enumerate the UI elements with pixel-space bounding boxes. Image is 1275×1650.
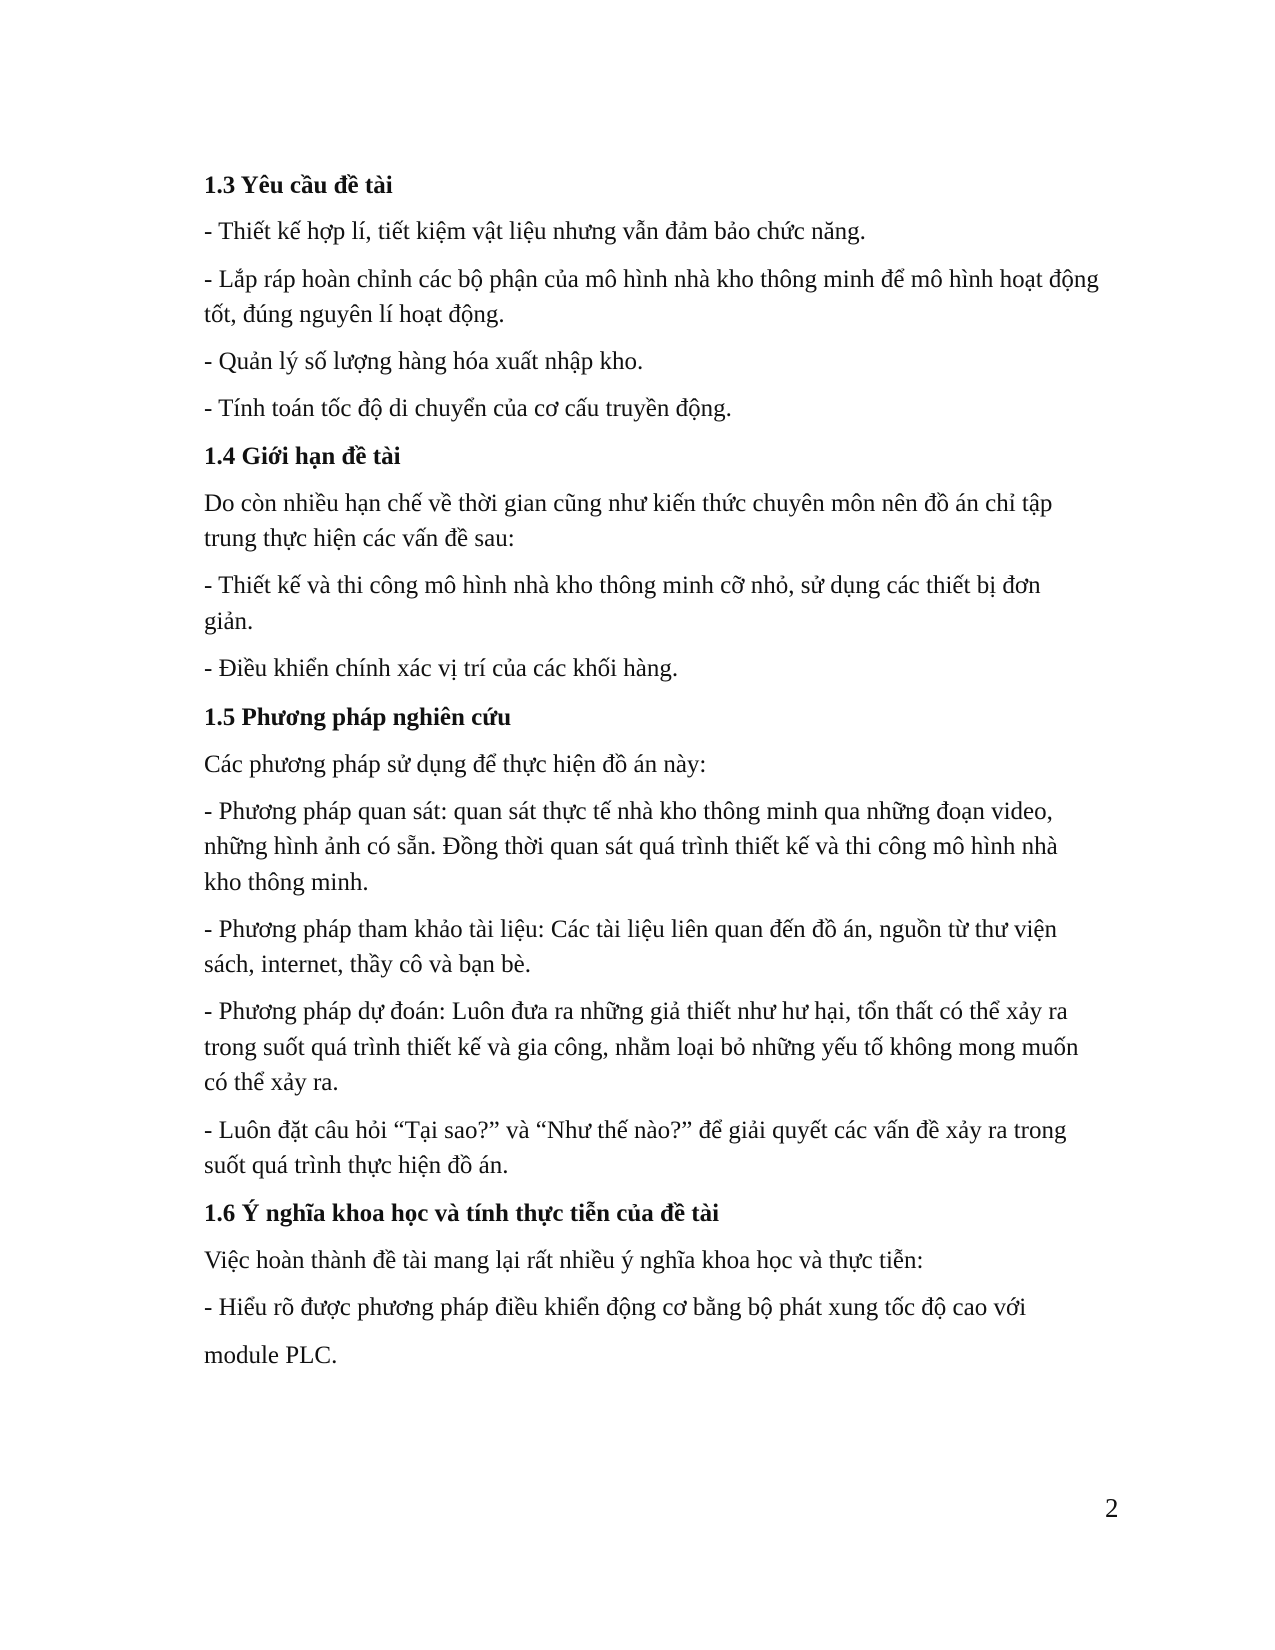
- body-line: kho thông minh.: [204, 869, 369, 896]
- body-line: giản.: [204, 608, 254, 635]
- body-line: Các phương pháp sử dụng để thực hiện đồ án này:: [204, 751, 707, 778]
- body-line: suốt quá trình thực hiện đồ án.: [204, 1152, 509, 1179]
- section-heading-1-5: 1.5 Phương pháp nghiên cứu: [204, 704, 512, 731]
- body-line: có thể xảy ra.: [204, 1069, 339, 1096]
- body-line: - Hiểu rõ được phương pháp điều khiển động cơ bằng bộ phát xung tốc độ cao với: [204, 1294, 1027, 1321]
- body-line: Do còn nhiều hạn chế về thời gian cũng như kiến thức chuyên môn nên đồ án chỉ tập: [204, 490, 1053, 517]
- body-line: module PLC.: [204, 1342, 338, 1369]
- page-number: 2: [1105, 1493, 1119, 1523]
- body-line: trong suốt quá trình thiết kế và gia công, nhằm loại bỏ những yếu tố không mong muốn: [204, 1034, 1079, 1061]
- body-line: Việc hoàn thành đề tài mang lại rất nhiều ý nghĩa khoa học và thực tiễn:: [204, 1247, 924, 1274]
- document-page: [204, 0, 1150, 1650]
- body-line: - Điều khiển chính xác vị trí của các khối hàng.: [204, 655, 679, 682]
- body-line: - Phương pháp tham khảo tài liệu: Các tài liệu liên quan đến đồ án, nguồn từ thư viện: [204, 916, 1058, 943]
- body-line: - Quản lý số lượng hàng hóa xuất nhập kho.: [204, 348, 644, 375]
- body-line: tốt, đúng nguyên lí hoạt động.: [204, 301, 505, 328]
- body-line: - Thiết kế hợp lí, tiết kiệm vật liệu nhưng vẫn đảm bảo chức năng.: [204, 218, 866, 245]
- body-line: trung thực hiện các vấn đề sau:: [204, 525, 515, 552]
- body-line: - Lắp ráp hoàn chỉnh các bộ phận của mô hình nhà kho thông minh để mô hình hoạt động: [204, 266, 1099, 293]
- body-line: sách, internet, thầy cô và bạn bè.: [204, 951, 531, 978]
- body-line: - Phương pháp dự đoán: Luôn đưa ra những giả thiết như hư hại, tổn thất có thể xảy ra: [204, 998, 1068, 1025]
- body-line: - Phương pháp quan sát: quan sát thực tế nhà kho thông minh qua những đoạn video,: [204, 798, 1053, 825]
- body-line: - Thiết kế và thi công mô hình nhà kho thông minh cỡ nhỏ, sử dụng các thiết bị đơn: [204, 572, 1041, 599]
- body-line: - Tính toán tốc độ di chuyển của cơ cấu truyền động.: [204, 395, 732, 422]
- body-line: - Luôn đặt câu hỏi “Tại sao?” và “Như thế nào?” để giải quyết các vấn đề xảy ra trong: [204, 1117, 1067, 1144]
- section-heading-1-6: 1.6 Ý nghĩa khoa học và tính thực tiễn của đề tài: [204, 1200, 720, 1227]
- section-heading-1-3: 1.3 Yêu cầu đề tài: [204, 172, 393, 199]
- section-heading-1-4: 1.4 Giới hạn đề tài: [204, 443, 401, 470]
- body-line: những hình ảnh có sẵn. Đồng thời quan sát quá trình thiết kế và thi công mô hình nhà: [204, 833, 1058, 860]
